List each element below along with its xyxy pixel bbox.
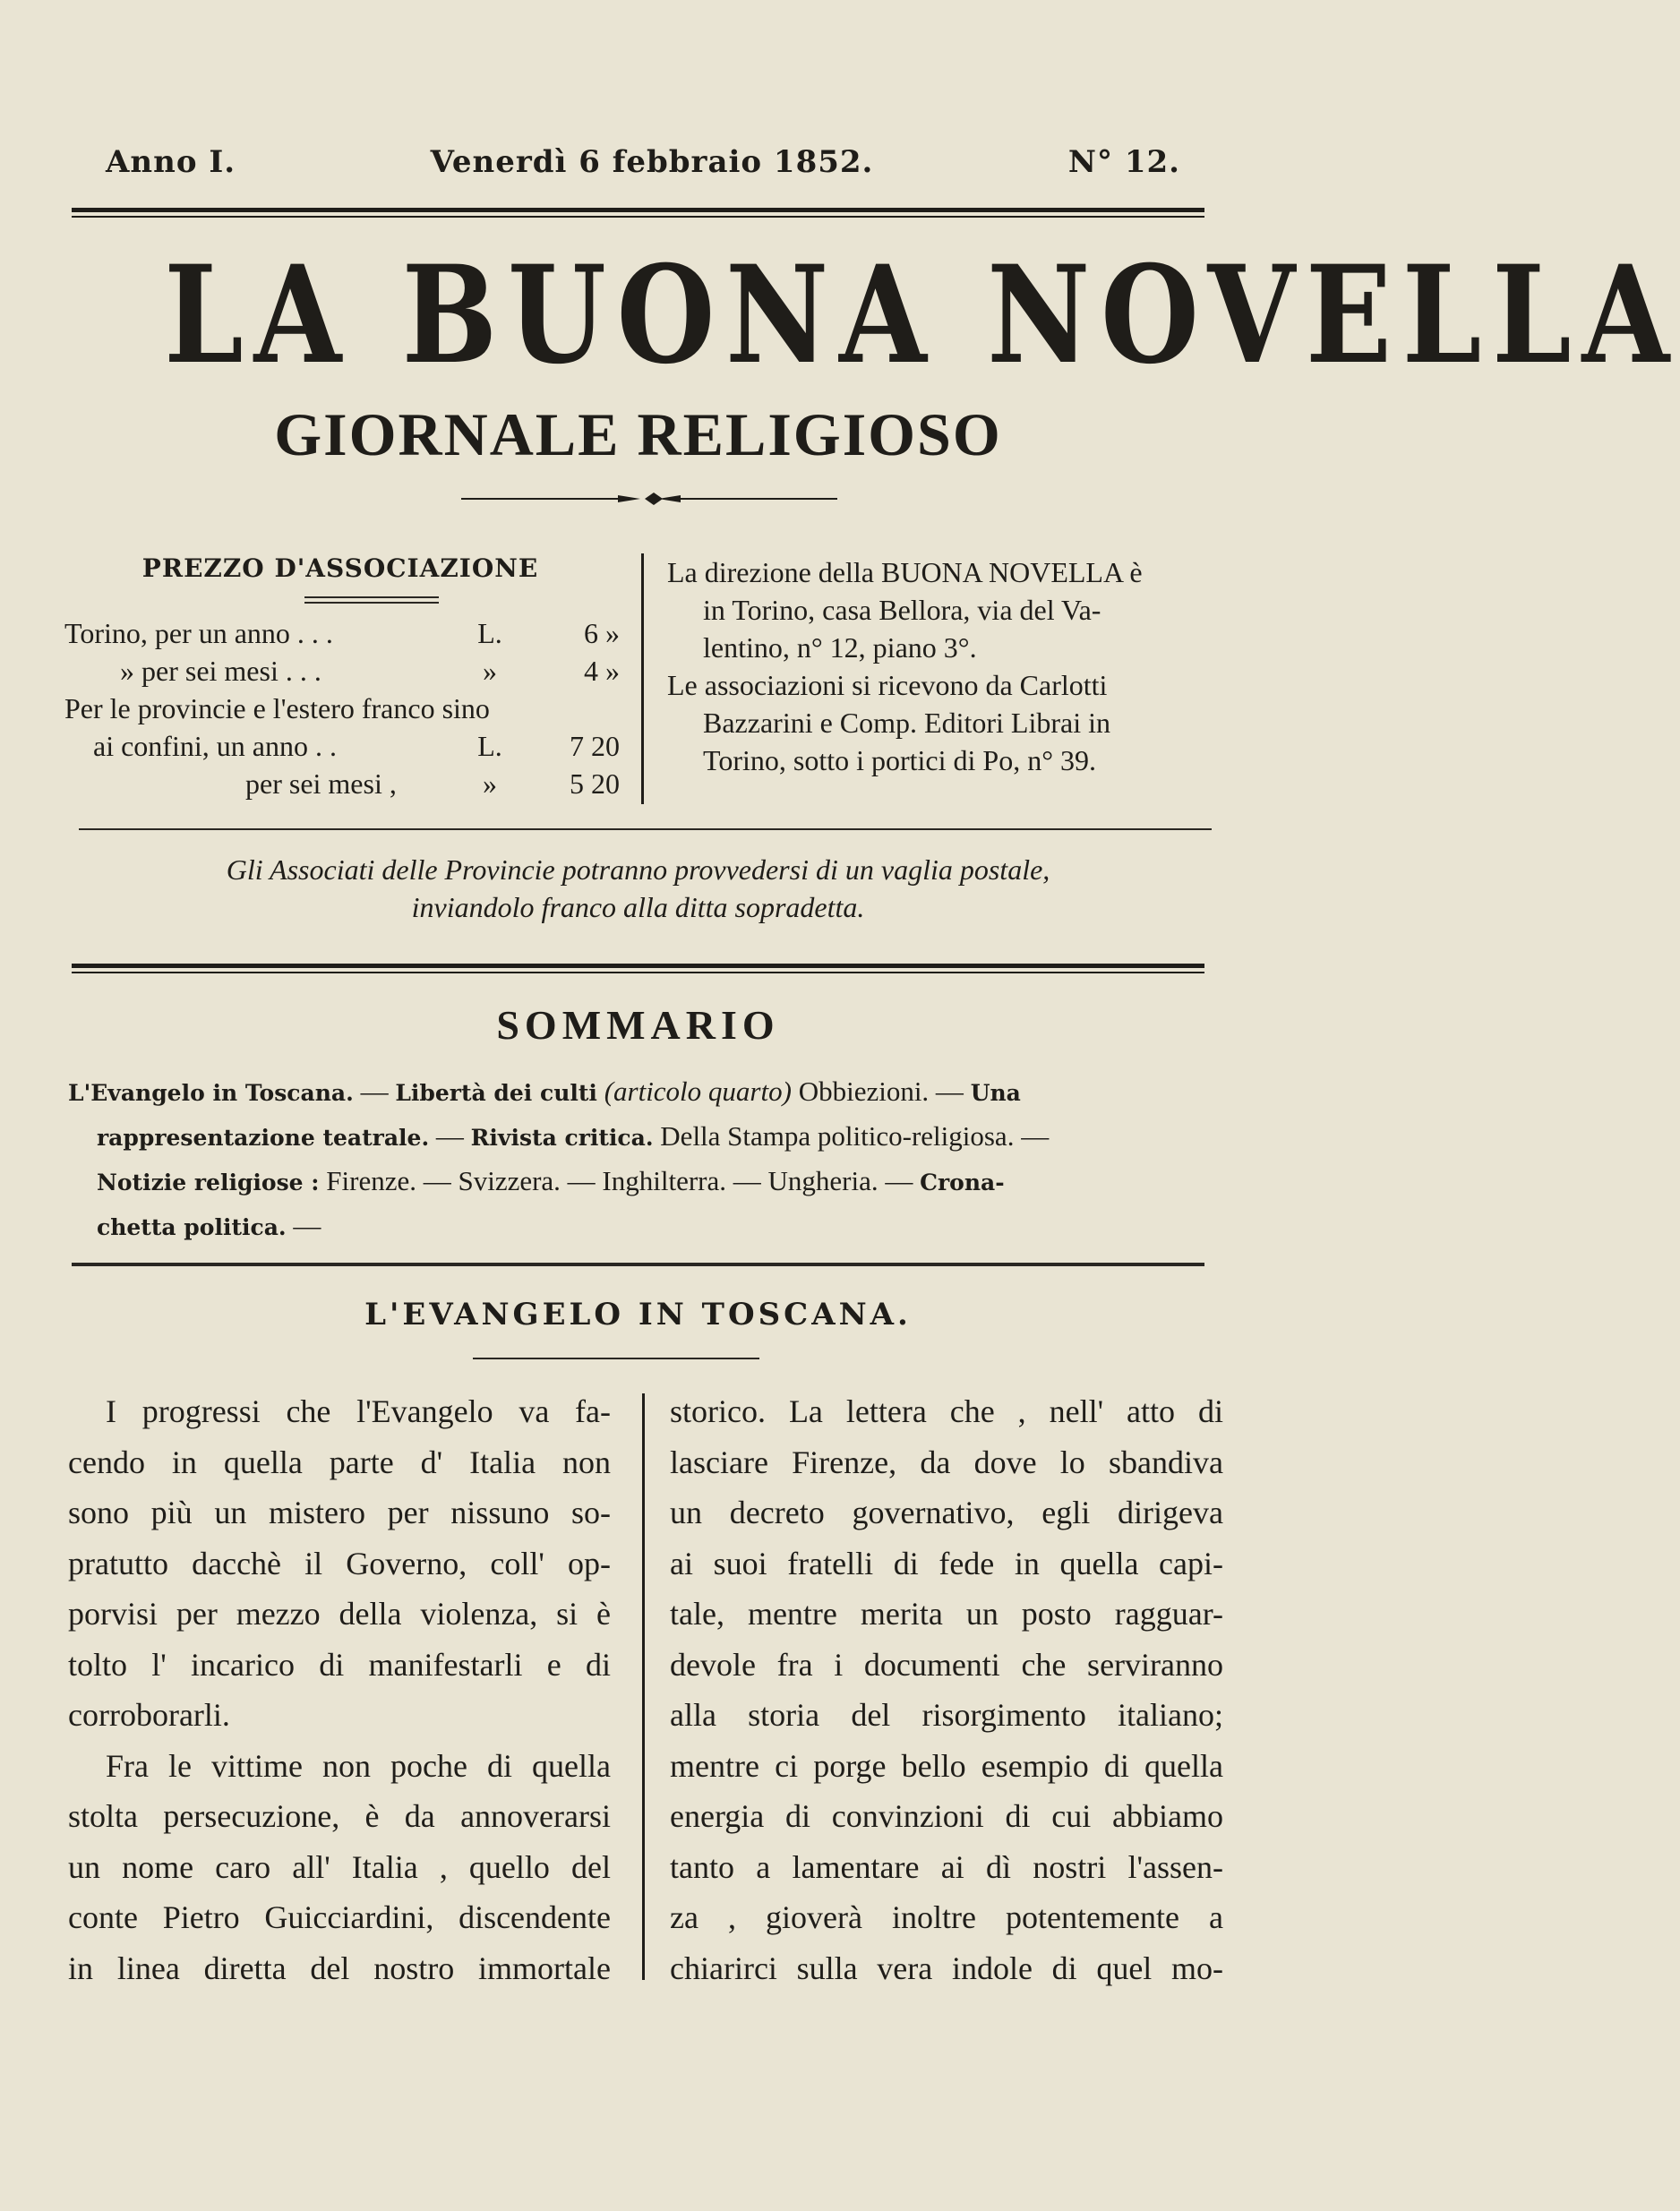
newspaper-title: LA BUONA NOVELLA <box>164 236 1680 394</box>
issue-date: Venerdì 6 febbraio 1852. <box>430 144 874 180</box>
section-rule <box>72 1263 1204 1266</box>
issue-number: N° 12. <box>1067 144 1180 180</box>
subscription-heading: PREZZO D'ASSOCIAZIONE <box>141 553 539 583</box>
article-column-right: storico. La lettera che , nell' atto di lasciare Firenze, da dove lo sbandiva un decreto governativo, egli dirigeva ai suoi fratelli di fede in quella capi- tale, mentre merita un posto ragguar- devole fra i documenti che serviranno alla storia del risorgimento italiano; mentre ci porge bello esempio di quella energia di convinzioni di cui abbiamo tanto a lamentare ai dì nostri l'assen- za , gioverà inoltre potentemente a chiarirci sulla vera indole di quel mo- <box>670 1393 1223 1986</box>
article-column-left: I progressi che l'Evangelo va fa- cendo in quella parte d' Italia non sono più un mistero per nissuno so- pratutto dacchè il Governo, coll' op- porvisi per mezzo della violenza, si è tolto l' incarico di manifestarli e di corroborarli. Fra le vittime non poche di quella stolta persecuzione, è da annoverarsi un nome caro all' Italia , quello del conte Pietro Guicciardini, discendente in linea diretta del nostro immortale <box>68 1393 611 1986</box>
summary-block <box>68 1070 1223 1249</box>
newspaper-subtitle: GIORNALE RELIGIOSO <box>274 400 1002 468</box>
masthead-rule <box>72 208 1204 218</box>
column-separator <box>641 553 644 804</box>
section-rule <box>79 828 1212 830</box>
price-row: ai confini, un anno . . L. 7 20 <box>93 730 620 762</box>
summary-line: L'Evangelo in Toscana. — Libertà dei culti (articolo quarto) Obbiezioni. — Una <box>68 1076 1021 1107</box>
section-rule <box>72 964 1204 973</box>
price-row: Torino, per un anno . . . L. 6 » <box>64 617 620 649</box>
heading-underline <box>304 596 439 598</box>
price-row: » per sei mesi . . . » 4 » <box>120 655 620 687</box>
price-row: per sei mesi , » 5 20 <box>245 767 620 800</box>
summary-line: Notizie religiose : Firenze. — Svizzera. — Inghilterra. — Ungheria. — Crona- <box>97 1165 1005 1196</box>
summary-heading: SOMMARIO <box>496 1002 780 1048</box>
heading-underline <box>304 602 439 604</box>
article-heading: L'EVANGELO IN TOSCANA. <box>364 1297 912 1333</box>
price-row: Per le provincie e l'estero franco sino <box>64 692 490 724</box>
heading-underline <box>473 1358 759 1359</box>
subscription-table <box>64 614 620 802</box>
issue-year: Anno I. <box>106 144 236 180</box>
summary-line: chetta politica. — <box>97 1210 321 1241</box>
ornament-divider <box>461 491 837 507</box>
masthead <box>106 140 1180 184</box>
direction-info: La direzione della BUONA NOVELLA è in Torino, casa Bellora, via del Va- lentino, n° 12, piano 3°. Le associazioni si ricevono da Carlotti Bazzarini e Comp. Editori Librai in Torino, sotto i portici di Po, n° 39. <box>667 556 1143 776</box>
summary-line: rappresentazione teatrale. — Rivista critica. Della Stampa politico-religiosa. — <box>97 1120 1050 1152</box>
postal-notice: Gli Associati delle Provincie potranno provvedersi di un vaglia postale, inviandolo franco alla ditta sopradetta. <box>226 853 1050 923</box>
column-separator <box>642 1393 645 1980</box>
